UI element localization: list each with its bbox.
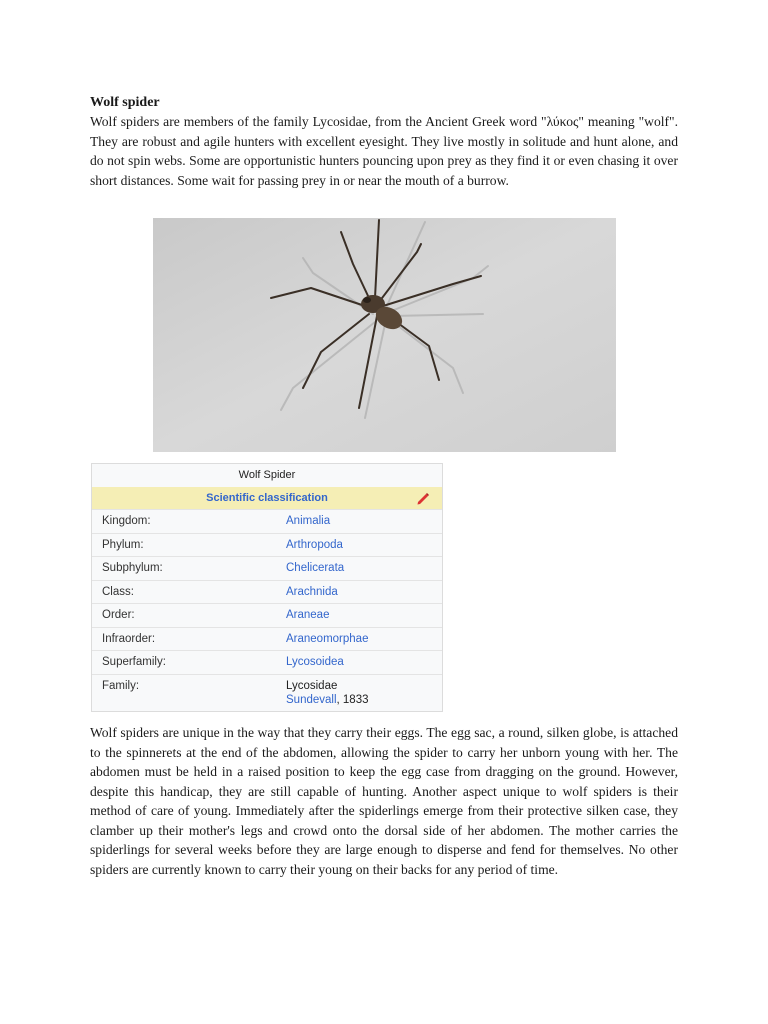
pencil-icon[interactable]	[416, 491, 430, 505]
classification-infobox	[91, 463, 443, 712]
article-title: Wolf spider	[90, 95, 160, 110]
row-label: Family:	[102, 679, 140, 692]
spider-illustration	[153, 218, 616, 452]
infobox-row-phylum	[92, 533, 442, 557]
spider-photo	[153, 218, 616, 452]
article	[90, 94, 678, 190]
infobox-row-kingdom	[92, 509, 442, 533]
row-label: Order:	[102, 609, 135, 621]
row-value-link[interactable]: Arachnida	[286, 585, 338, 598]
row-value-family	[286, 675, 442, 711]
row-label: Infraorder:	[102, 632, 156, 645]
infobox-row-family	[92, 674, 442, 711]
row-label: Subphylum:	[102, 562, 163, 574]
row-label: Kingdom:	[102, 515, 151, 527]
infobox-row-subphylum	[92, 556, 442, 580]
infobox-rows	[92, 509, 442, 711]
row-value-link[interactable]: Araneomorphae	[286, 632, 369, 645]
row-value-link[interactable]: Arthropoda	[286, 538, 343, 551]
row-label: Class:	[102, 585, 134, 598]
row-value-link[interactable]: Lycosoidea	[286, 656, 344, 668]
row-label: Superfamily:	[102, 656, 166, 668]
infobox-row-class	[92, 580, 442, 604]
infobox-title: Wolf Spider	[238, 469, 296, 481]
infobox-row-order	[92, 603, 442, 627]
row-value-link[interactable]: Chelicerata	[286, 562, 345, 574]
row-label: Phylum:	[102, 538, 144, 551]
body-paragraph: Wolf spiders are unique in the way that they carry their eggs. The egg sac, a round, silken globe, is attached to the spinnerets at the end of the abdomen, allowing the spider to carry her unborn young with her. The abdomen must be held in a raised position to keep the egg case from dragging on the ground. However, despite this handicap, they are still capable of hunting. Another aspect unique to wolf spiders is their method of care of young. Immediately after the spiderlings emerge from their protective silken case, they clamber up their mother's legs and crowd onto the dorsal side of her abdomen. The mother carries the spiderlings for several weeks before they are large enough to disperse and fend for themselves. No other spiders are currently known to carry their young on their backs for any period of time.	[90, 725, 678, 877]
authority-year: , 1833	[336, 693, 369, 706]
family-name: Lycosidae	[286, 679, 338, 692]
infobox-row-superfamily	[92, 650, 442, 674]
intro-paragraph: Wolf spiders are members of the family Lycosidae, from the Ancient Greek word "λύκος" meaning "wolf". They are robust and agile hunters with excellent eyesight. They live mostly in solitude and hunt alone, and do not spin webs. Some are opportunistic hunters pouncing upon prey as they find it or even chasing it over short distances. Some wait for passing prey in or near the mouth of a burrow.	[90, 114, 678, 188]
infobox-heading-label: Scientific classification	[206, 492, 328, 504]
infobox-row-infraorder	[92, 627, 442, 651]
row-value-link[interactable]: Animalia	[286, 515, 331, 527]
row-value-link[interactable]: Araneae	[286, 609, 330, 621]
authority-link[interactable]: Sundevall	[286, 693, 337, 706]
infobox-heading	[92, 487, 442, 509]
